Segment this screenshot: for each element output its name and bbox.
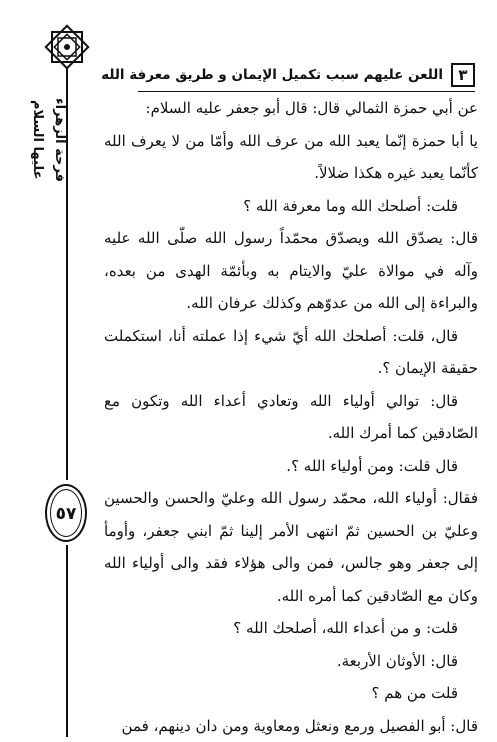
paragraph: قال قلت: ومن أولياء الله ؟. xyxy=(104,450,478,483)
paragraph: يا أبا حمزة إنّما يعبد الله من عرف الله وأمّا من لا يعرف الله كأنّما يعبد غيره هكذا ضلالاً. xyxy=(104,125,478,190)
paragraph: قلت: أصلحك الله وما معرفة الله ؟ xyxy=(104,190,478,223)
section-number: ٣ xyxy=(451,63,475,87)
star-ornament-icon xyxy=(42,22,92,72)
section-title: اللعن عليهم سبب تكميل الإيمان و طريق معرفة الله xyxy=(101,67,443,83)
paragraph: قال، قلت: أصلحك الله أيّ شيء إذا عملته أنا، استكملت حقيقة الإيمان ؟. xyxy=(104,320,478,385)
paragraph: قال: توالي أولياء الله وتعادي أعداء الله وتكون مع الصّادقين كما أمرك الله. xyxy=(104,385,478,450)
paragraph: قلت من هم ؟ xyxy=(104,677,478,710)
section-header xyxy=(138,60,475,90)
paragraph: قال: أبو الفصيل ورمع ونعثل ومعاوية ومن دان دينهم، فمن xyxy=(104,710,478,742)
paragraph: فقال: أولياء الله، محمّد رسول الله وعليّ والحسن والحسين وعليّ بن الحسين ثمّ انتهى الأمر إلينا ثمّ ابني جعفر، وأومأ إلى جعفر وهو جالس، فمن والى هؤلاء فقد والى أولياء الله وكان مع الصّادقين كما أمره الله. xyxy=(104,482,478,612)
paragraph: عن أبي حمزة الثمالي قال: قال أبو جعفر عليه السلام: xyxy=(104,92,478,125)
book-title: فرحة الزهراء عليها السلام xyxy=(48,80,70,200)
sidebar-rule-bottom xyxy=(66,545,68,737)
paragraph: قال: يصدّق الله ويصدّق محمّداً رسول الله صلّى الله عليه وآله في موالاة عليّ والايتام به وبأئمّة الهدى من بعده، والبراءة إلى الله من عدوّهم وكذلك عرفان الله. xyxy=(104,222,478,320)
paragraph: قلت: و من أعداء الله، أصلحك الله ؟ xyxy=(104,612,478,645)
page-number-badge xyxy=(45,484,87,542)
page-number: ٥٧ xyxy=(47,504,85,524)
body-text xyxy=(104,92,478,742)
paragraph: قال: الأوثان الأربعة. xyxy=(104,645,478,678)
page-sidebar xyxy=(0,0,92,737)
